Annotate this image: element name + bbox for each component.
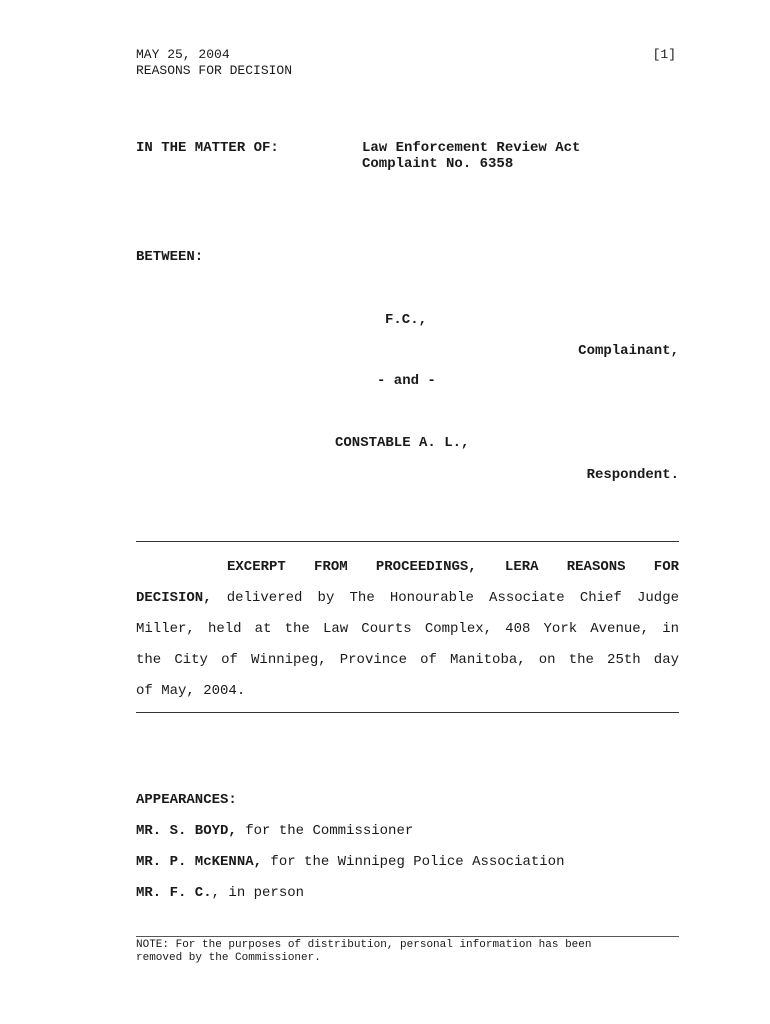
top-rule — [136, 541, 679, 542]
respondent-name: CONSTABLE A. L., — [335, 435, 470, 451]
excerpt-line-2-text: delivered by The Honourable Associate Chief Judge — [211, 590, 679, 606]
appearance-item — [136, 854, 564, 870]
appearance-name: MR. P. McKENNA, — [136, 854, 263, 870]
footnote-line-1: NOTE: For the purposes of distribution, personal information has been — [136, 939, 592, 951]
appearance-item — [136, 823, 413, 839]
appearance-item — [136, 885, 304, 901]
footnote-line-2: removed by the Commissioner. — [136, 952, 321, 964]
excerpt-line-2 — [136, 590, 679, 606]
complainant-role: Complainant, — [578, 343, 679, 359]
header-date: MAY 25, 2004 — [136, 47, 230, 62]
matter-label: IN THE MATTER OF: — [136, 140, 279, 156]
excerpt-decision-label: DECISION, — [136, 590, 212, 606]
footnote-rule — [136, 936, 679, 937]
matter-complaint: Complaint No. 6358 — [362, 156, 514, 172]
excerpt-line-4: the City of Winnipeg, Province of Manitoba, on the 25th day — [136, 652, 679, 668]
excerpt-line-3: Miller, held at the Law Courts Complex, 408 York Avenue, in — [136, 621, 679, 637]
appearance-role: , in person — [211, 885, 305, 901]
appearance-role: for the Winnipeg Police Association — [262, 854, 565, 870]
and-separator: - and - — [377, 373, 436, 389]
excerpt-line-5: of May, 2004. — [136, 683, 246, 699]
appearance-role: for the Commissioner — [236, 823, 414, 839]
excerpt-line-1: EXCERPT FROM PROCEEDINGS, LERA REASONS FOR — [227, 559, 679, 575]
bottom-rule — [136, 712, 679, 713]
respondent-role: Respondent. — [586, 467, 679, 483]
between-label: BETWEEN: — [136, 249, 204, 265]
complainant-name: F.C., — [385, 312, 428, 328]
page-number: [1] — [652, 47, 676, 62]
appearance-name: MR. F. C. — [136, 885, 212, 901]
header-title: REASONS FOR DECISION — [136, 63, 293, 78]
appearances-heading: APPEARANCES: — [136, 792, 237, 808]
appearance-name: MR. S. BOYD, — [136, 823, 237, 839]
matter-act: Law Enforcement Review Act — [362, 140, 581, 156]
